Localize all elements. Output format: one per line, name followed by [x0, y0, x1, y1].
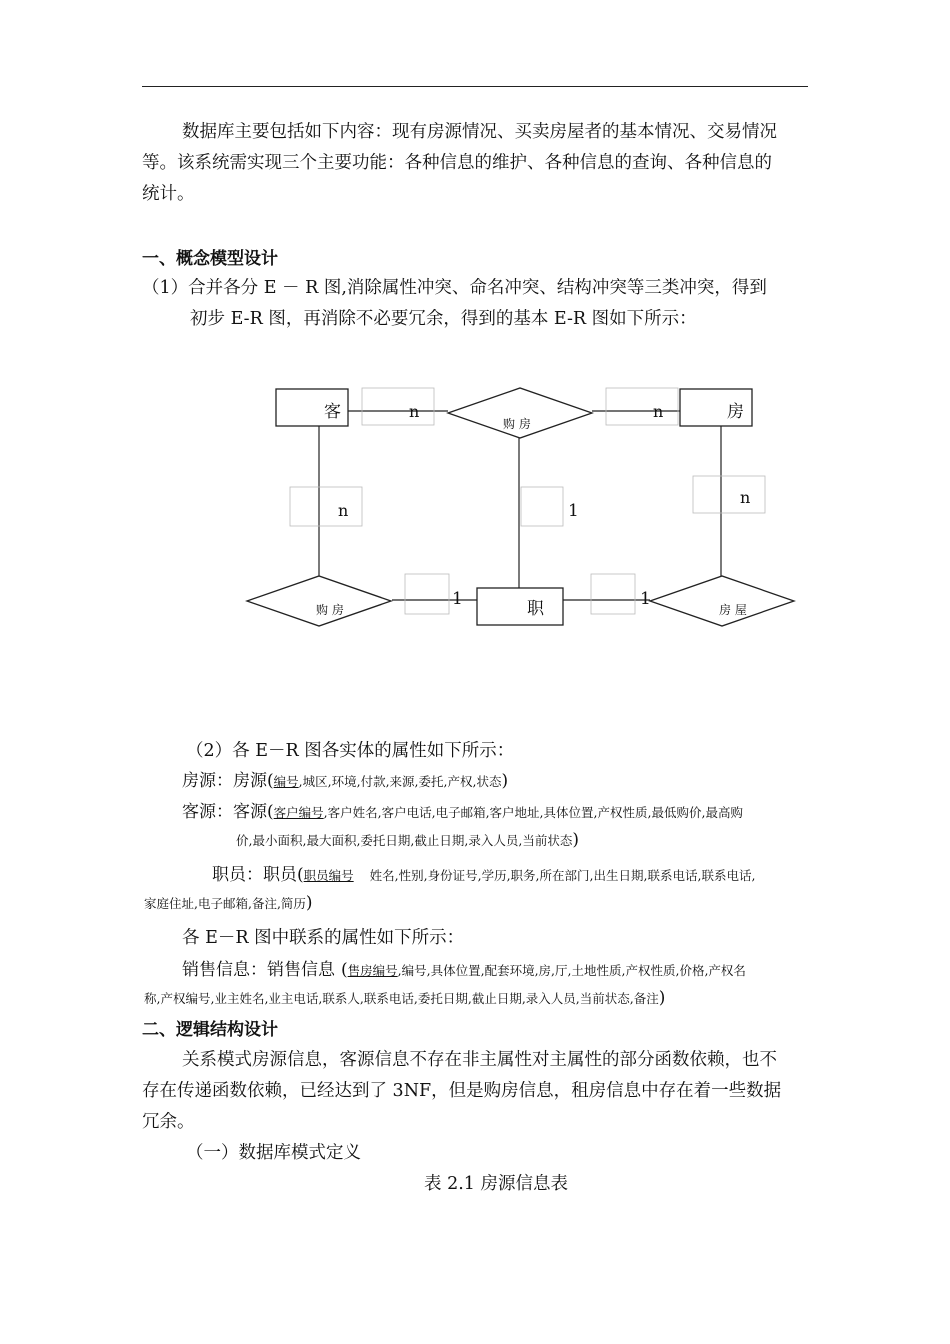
- attr-keyuan-label: 客源：: [182, 802, 233, 822]
- attr-keyuan-rest2: 价,最小面积,最大面积,委托日期,截止日期,录入人员,当前状态: [236, 833, 573, 848]
- attr-keyuan-cont: 价,最小面积,最大面积,委托日期,截止日期,录入人员,当前状态): [236, 830, 579, 850]
- intro-line-3: 统计。: [142, 184, 195, 204]
- card-customer-buyleft: n: [338, 501, 349, 520]
- attributes-intro: （2）各 E－R 图各实体的属性如下所示：: [186, 741, 515, 761]
- relation-intro: 各 E－R 图中联系的属性如下所示：: [182, 928, 465, 948]
- rel-house-label: 房 屋: [719, 603, 747, 617]
- section2-para-line2: 存在传递函数依赖，已经达到了 3NF，但是购房信息，租房信息中存在着一些数据: [142, 1081, 782, 1101]
- section1-item1-line1: （1）合并各分 E － R 图,消除属性冲突、命名冲突、结构冲突等三类冲突，得到: [142, 278, 767, 298]
- card-box: [693, 476, 765, 513]
- card-staff-houserel: 1: [640, 589, 651, 609]
- attr-keyuan-key: 客户编号: [273, 805, 324, 820]
- card-house-buytop: n: [653, 402, 664, 421]
- section2-title: 二、逻辑结构设计: [142, 1020, 278, 1040]
- attr-fangyuan-rest: ,城区,环境,付款,来源,委托,产权,状态: [298, 774, 502, 789]
- card-box: [362, 388, 434, 425]
- card-box: [606, 388, 678, 425]
- rel-buy-left-label: 购 房: [316, 603, 344, 617]
- card-buyleft-staff: 1: [452, 589, 463, 609]
- section2-para-line3: 冗余。: [142, 1112, 195, 1132]
- card-buytop-staff: 1: [568, 501, 579, 521]
- card-box: [591, 574, 635, 614]
- entity-customer-label: 客: [324, 402, 341, 422]
- card-house-houserel: n: [740, 488, 751, 507]
- attr-zhiyuan-rest: 姓名,性别,身份证号,学历,职务,所在部门,出生日期,联系电话,联系电话,: [369, 868, 756, 883]
- attr-xiaoshou-rest2: 称,产权编号,业主姓名,业主电话,联系人,联系电话,委托日期,截止日期,录入人员,当前状态,备注: [144, 991, 659, 1006]
- attr-fangyuan-label: 房源：: [182, 771, 233, 791]
- entity-staff-box: [477, 588, 563, 625]
- attr-keyuan: 客源：客源(客户编号,客户姓名,客户电话,电子邮箱,客户地址,具体位置,产权性质,最低购价,最高购: [182, 802, 743, 822]
- attr-zhiyuan-rest2: 家庭住址,电子邮箱,备注,简历: [144, 896, 306, 911]
- attr-keyuan-name: 客源: [233, 802, 267, 822]
- attr-zhiyuan-label: 职员：: [212, 865, 263, 885]
- card-box: [290, 487, 362, 526]
- intro-line-2: 等。该系统需实现三个主要功能：各种信息的维护、各种信息的查询、各种信息的: [142, 153, 772, 173]
- attr-fangyuan-key: 编号: [273, 774, 299, 789]
- section1-item1-line2: 初步 E-R 图，再消除不必要冗余，得到的基本 E-R 图如下所示：: [190, 309, 697, 329]
- rel-buy-left-diamond: [247, 576, 391, 626]
- attr-zhiyuan: 职员：职员(职员编号 姓名,性别,身份证号,学历,职务,所在部门,出生日期,联系电话,联系电话,: [212, 865, 756, 885]
- card-box: [405, 574, 449, 614]
- intro-line-1: 数据库主要包括如下内容：现有房源情况、买卖房屋者的基本情况、交易情况: [182, 122, 777, 142]
- attr-zhiyuan-name: 职员: [263, 865, 297, 885]
- attr-xiaoshou-name: 销售信息: [267, 960, 335, 980]
- rel-house-diamond: [650, 576, 794, 626]
- attr-xiaoshou-rest: ,编号,具体位置,配套环境,房,厅,土地性质,产权性质,价格,产权名: [397, 963, 746, 978]
- entity-house-label: 房: [727, 402, 744, 422]
- attr-fangyuan: 房源：房源(编号,城区,环境,付款,来源,委托,产权,状态): [182, 771, 509, 791]
- attr-zhiyuan-cont: 家庭住址,电子邮箱,备注,简历): [144, 893, 313, 913]
- rel-buy-top-label: 购 房: [503, 417, 531, 431]
- entity-staff-label: 职: [527, 599, 544, 619]
- section2-para-line1: 关系模式房源信息，客源信息不存在非主属性对主属性的部分函数依赖，也不: [182, 1050, 777, 1070]
- attr-xiaoshou: 销售信息：销售信息 (售房编号,编号,具体位置,配套环境,房,厅,土地性质,产权性质,价格,产权名: [182, 960, 746, 980]
- attr-xiaoshou-label: 销售信息：: [182, 960, 267, 980]
- section2-subtitle: （一）数据库模式定义: [186, 1143, 361, 1163]
- card-customer-buytop: n: [409, 402, 420, 421]
- attr-zhiyuan-key: 职员编号: [303, 868, 354, 883]
- table-caption: 表 2.1 房源信息表: [424, 1174, 568, 1194]
- attr-xiaoshou-cont: 称,产权编号,业主姓名,业主电话,联系人,联系电话,委托日期,截止日期,录入人员,当前状态,备注): [144, 988, 666, 1008]
- attr-keyuan-rest: ,客户姓名,客户电话,电子邮箱,客户地址,具体位置,产权性质,最低购价,最高购: [323, 805, 743, 820]
- attr-xiaoshou-key: 售房编号: [347, 963, 398, 978]
- attr-fangyuan-name: 房源: [233, 771, 267, 791]
- section1-title: 一、概念模型设计: [142, 249, 278, 269]
- card-box: [521, 487, 563, 526]
